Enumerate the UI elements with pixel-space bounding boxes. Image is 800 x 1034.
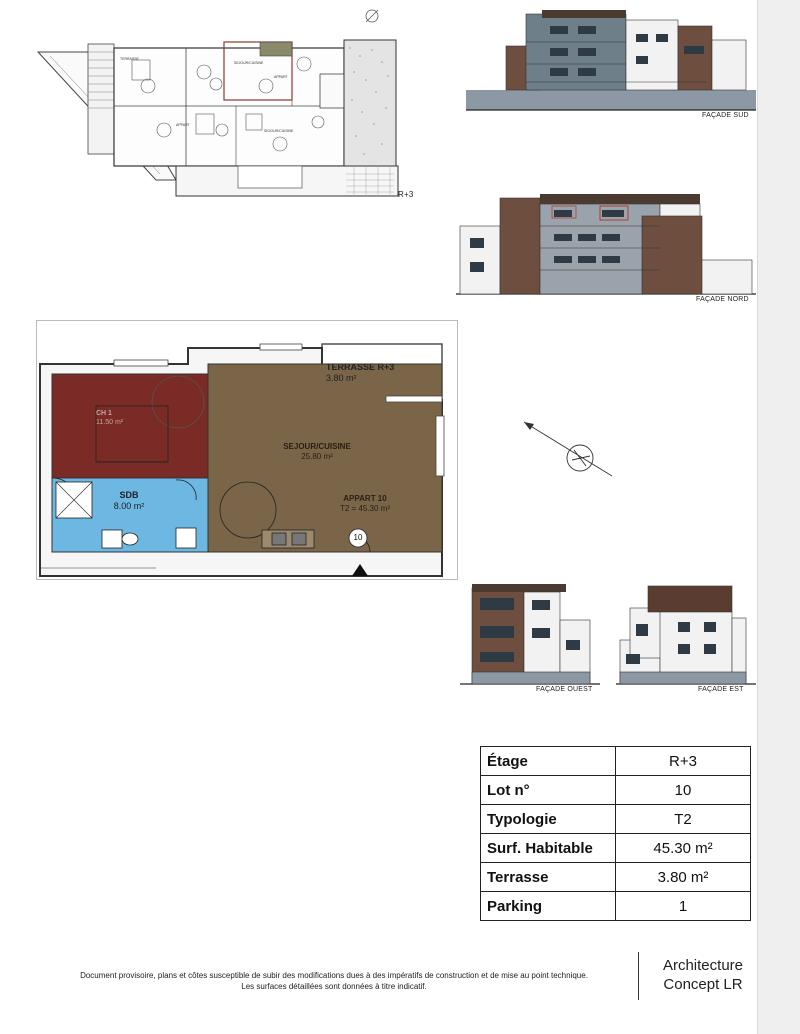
architect-line: Architecture (662, 957, 744, 975)
facade-west-drawing (460, 580, 600, 688)
disclaimer-line: Les surfaces détaillées sont données à titre indicatif. (241, 982, 427, 992)
disclaimer-line: Document provisoire, plans et côtes susceptible de subir des modifications dues à des impératifs de construction et de mise au point technique. (80, 971, 588, 980)
row-value: T2 (616, 805, 751, 834)
bathroom-label: SDB 8.00 m² (113, 490, 145, 512)
svg-text:SEJOUR/CUISINE: SEJOUR/CUISINE (264, 129, 294, 133)
lot-marker-number: 10 (353, 533, 363, 542)
architect-credit (638, 952, 767, 1000)
row-value: 1 (616, 892, 751, 921)
row-label: Terrasse (481, 863, 616, 892)
row-value: R+3 (616, 747, 751, 776)
floor-level-tag: R+3 (398, 190, 414, 199)
apartment-plan (36, 320, 456, 580)
architect-line: Concept LR (663, 976, 743, 993)
row-label: Typologie (481, 805, 616, 834)
facade-east-label: FAÇADE EST (698, 686, 744, 693)
disclaimer (34, 970, 634, 992)
scan-edge (757, 0, 800, 1034)
row-value: 45.30 m² (616, 834, 751, 863)
facade-east-drawing (616, 580, 756, 688)
floor-plan-overview (36, 4, 416, 204)
row-label: Lot n° (481, 776, 616, 805)
table-row (481, 892, 751, 921)
compass-icon (518, 416, 618, 482)
north-arrow-icon (366, 10, 378, 22)
row-label: Parking (481, 892, 616, 921)
svg-text:APPART: APPART (176, 123, 190, 127)
table-row (481, 805, 751, 834)
table-row (481, 747, 751, 776)
facade-north-label: FAÇADE NORD (696, 296, 749, 303)
row-label: Étage (481, 747, 616, 776)
row-value: 10 (616, 776, 751, 805)
svg-text:TERRASSE: TERRASSE (120, 57, 139, 61)
bedroom-label: CH 1 11.50 m² (96, 410, 124, 426)
svg-text:SEJOUR/CUISINE: SEJOUR/CUISINE (234, 61, 264, 65)
terrace-label: TERRASSE R+3 3.80 m² (326, 362, 395, 384)
facade-south-drawing (466, 6, 756, 118)
table-row (481, 776, 751, 805)
living-label: SEJOUR/CUISINE 25.80 m² (283, 442, 351, 461)
table-row (481, 863, 751, 892)
facade-west-label: FAÇADE OUEST (536, 686, 593, 693)
apartment-summary-label: APPART 10 T2 = 45.30 m² (339, 494, 391, 513)
row-value: 3.80 m² (616, 863, 751, 892)
facade-north-drawing (456, 190, 756, 298)
facade-south-label: FAÇADE SUD (702, 112, 749, 119)
lot-info-table (480, 746, 751, 921)
table-row (481, 834, 751, 863)
row-label: Surf. Habitable (481, 834, 616, 863)
svg-text:APPART: APPART (274, 75, 288, 79)
